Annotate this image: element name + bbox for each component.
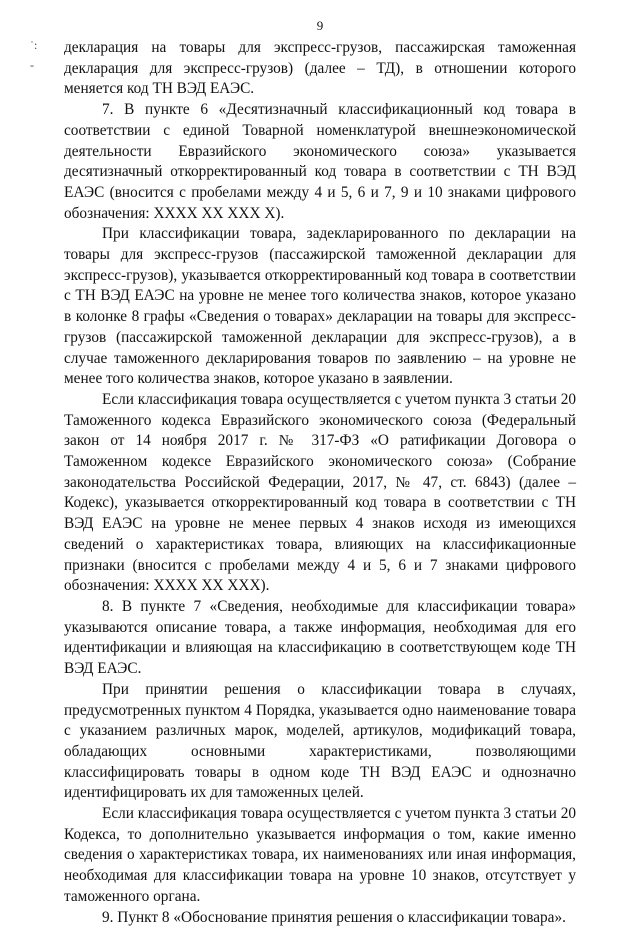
- paragraph: При принятии решения о классификации товара в случаях, предусмотренных пунктом 4 Порядка, указывается одно наименование товара с указанием различных марок, моделей, артикулов, модификаций товара, обладающих основными характеристиками, позволяющими классифицировать товары в одном коде ТН ВЭД ЕАЭС и однозначно идентифицировать их для таможенных целей.: [64, 680, 576, 802]
- document-body: [64, 38, 576, 928]
- page-number: 9: [316, 18, 324, 33]
- paragraph: 7. В пункте 6 «Десятизначный классификационный код товара в соответствии с единой Товарной номенклатурой внешнеэкономической деятельности Евразийского экономического союза» указывается десятизначный откорректированный код товара в соответствии с ТН ВЭД ЕАЭС (вносится с пробелами между 4 и 5, 6 и 7, 9 и 10 знаками цифрового обозначения: ХХХХ ХХ ХХХ Х).: [64, 101, 576, 222]
- margin-mark: -: [30, 58, 34, 72]
- paragraph: Если классификация товара осуществляется с учетом пункта 3 статьи 20 Кодекса, то дополнительно указывается информация о том, какие именно сведения о характеристиках товара, их наименованиях или иная информация, необходимая для классификации товара на уровне 10 знаков, отсутствует у таможенного органа.: [64, 805, 576, 905]
- paragraph: 9. Пункт 8 «Обоснование принятия решения о классификации товара».: [102, 908, 566, 926]
- margin-mark: ˙:: [30, 38, 38, 52]
- paragraph: декларация на товары для экспресс-грузов, пассажирская таможенная декларация для экспресс-грузов) (далее – ТД), в отношении которого меняется код ТН ВЭД ЕАЭС.: [64, 39, 576, 98]
- paragraph: При классификации товара, задекларированного по декларации на товары для экспресс-грузов (пассажирской таможенной декларации для экспресс-грузов), указывается откорректированный код товара в соответствии с ТН ВЭД ЕАЭС на уровне не менее того количества знаков, которое указано в колонке 8 графы «Сведения о товарах» декларации на товары для экспресс-грузов (пассажирской таможенной декларации для экспресс-грузов), а в случае таможенного декларирования товаров по заявлению – на уровне не менее того количества знаков, которое указано в заявлении.: [64, 225, 576, 388]
- paragraph: Если классификация товара осуществляется с учетом пункта 3 статьи 20 Таможенного кодекса Евразийского экономического союза (Федеральный закон от 14 ноября 2017 г. № 317-ФЗ «О ратификации Договора о Таможенном кодексе Евразийского экономического союза» (Собрание законодательства Российской Федерации, 2017, № 47, ст. 6843) (далее – Кодекс), указывается откорректированный код товара в соответствии с ТН ВЭД ЕАЭС на уровне не менее первых 4 знаков исходя из имеющихся сведений о характеристиках товара, влияющих на классификационные признаки (вносится с пробелами между 4 и 5, 6 и 7 знаками цифрового обозначения: ХХХХ ХХ ХХХ).: [64, 390, 576, 595]
- paragraph: 8. В пункте 7 «Сведения, необходимые для классификации товара» указываются описание товара, а также информация, необходимая для его идентификации и влияющая на классификацию в соответствующем коде ТН ВЭД ЕАЭС.: [64, 597, 576, 678]
